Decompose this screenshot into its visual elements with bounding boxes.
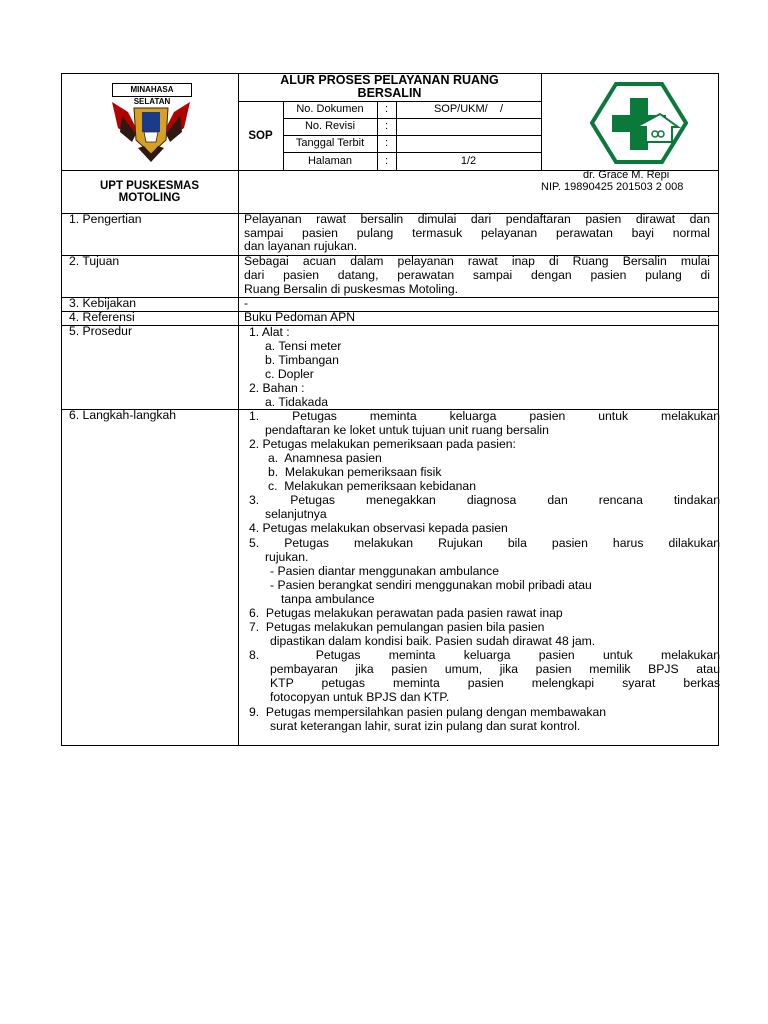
meta-label-halaman: Halaman [307, 155, 353, 167]
meta-sep: : [384, 120, 389, 132]
tujuan-text: Ruang Bersalin di puskesmas Motoling. [244, 282, 459, 296]
divider [541, 73, 542, 171]
langkah-item: tanpa ambulance [281, 592, 375, 606]
langkah-item: fotocopyan untuk BPJS dan KTP. [270, 690, 450, 704]
langkah-item: 7. Petugas melakukan pemulangan pasien bila pasien [249, 620, 545, 634]
label-pengertian: 1. Pengertian [69, 212, 142, 226]
langkah-item: 6. Petugas melakukan perawatan pada pasien rawat inap [249, 606, 563, 620]
organization-name-line2: MOTOLING [118, 192, 181, 204]
divider [61, 325, 719, 326]
langkah-item: 8. Petugas meminta keluarga pasien untuk melakukan [249, 648, 720, 662]
referensi-value: Buku Pedoman APN [244, 310, 356, 324]
tujuan-text: dari pasien datang, perawatan sampai dengan pasien pulang di [244, 268, 710, 282]
meta-label-no-revisi: No. Revisi [304, 120, 356, 132]
langkah-item: b. Melakukan pemeriksaan fisik [268, 465, 442, 479]
organization-name: UPT PUSKESMAS [99, 180, 200, 192]
langkah-item: selanjutnya [265, 507, 327, 521]
meta-sep: : [384, 137, 389, 149]
signer-nip: NIP. 19890425 201503 2 008 [541, 181, 684, 193]
prosedur-item: 1. Alat : [249, 325, 290, 339]
langkah-item: dipastikan dalam kondisi baik. Pasien sudah dirawat 48 jam. [270, 634, 596, 648]
divider [283, 135, 541, 136]
label-kebijakan: 3. Kebijakan [69, 296, 137, 310]
langkah-item: KTP petugas meminta pasien melengkapi syarat berkas [270, 676, 720, 690]
divider [61, 311, 719, 312]
langkah-item: 4. Petugas melakukan observasi kepada pasien [249, 521, 508, 535]
langkah-item: 3. Petugas menegakkan diagnosa dan rencana tindakan [249, 493, 720, 507]
puskesmas-logo [590, 82, 688, 164]
meta-sep: : [384, 103, 389, 115]
prosedur-item: a. Tidakada [265, 395, 329, 409]
langkah-item: a. Anamnesa pasien [268, 451, 382, 465]
langkah-item: surat keterangan lahir, surat izin pulang dan surat kontrol. [270, 719, 581, 733]
langkah-item: pendaftaran ke loket untuk tujuan unit ruang bersalin [265, 423, 549, 437]
langkah-item: pembayaran jika pasien umum, jika pasien memilik BPJS atau [270, 662, 720, 676]
signer-name: dr. Grace M. Repi [583, 169, 670, 181]
sop-label: SOP [248, 130, 273, 142]
label-referensi: 4. Referensi [69, 310, 135, 324]
kebijakan-value: - [244, 296, 249, 310]
meta-label-no-dokumen: No. Dokumen [296, 103, 364, 115]
minahasa-selatan-logo [108, 82, 194, 168]
pengertian-text: sampai pasien pulang termasuk pelayanan perawatan bayi normal [244, 226, 710, 240]
divider [283, 118, 541, 119]
langkah-item: 2. Petugas melakukan pemeriksaan pada pasien: [249, 437, 516, 451]
langkah-item: 9. Petugas mempersilahkan pasien pulang dengan membawakan [249, 705, 607, 719]
meta-sep: : [384, 155, 389, 167]
prosedur-item: c. Dopler [265, 367, 314, 381]
divider [61, 297, 719, 298]
langkah-item: 1. Petugas meminta keluarga pasien untuk melakukan [249, 409, 720, 423]
tujuan-text: Sebagai acuan dalam pelayanan rawat inap di Ruang Bersalin mulai [244, 254, 710, 268]
divider [283, 152, 541, 153]
pengertian-text: Pelayanan rawat bersalin dimulai dari pendaftaran pasien dirawat dan [244, 212, 710, 226]
meta-value-no-dokumen: SOP/UKM/ / [433, 103, 504, 115]
label-langkah: 6. Langkah-langkah [69, 408, 177, 422]
langkah-item: - Pasien diantar menggunakan ambulance [270, 564, 500, 578]
divider [238, 73, 239, 746]
document-title-line2: BERSALIN [357, 86, 422, 100]
meta-label-tanggal-terbit: Tanggal Terbit [295, 137, 365, 149]
prosedur-item: 2. Bahan : [249, 381, 305, 395]
prosedur-item: a. Tensi meter [265, 339, 342, 353]
pengertian-text: dan layanan rujukan. [244, 239, 358, 253]
langkah-item: 5. Petugas melakukan Rujukan bila pasien harus dilakukan [249, 536, 720, 550]
puskesmas-logo-icon [590, 82, 688, 164]
prosedur-item: b. Timbangan [265, 353, 339, 367]
label-tujuan: 2. Tujuan [69, 254, 120, 268]
langkah-item: - Pasien berangkat sendiri menggunakan mobil pribadi atau [270, 578, 592, 592]
meta-value-halaman: 1/2 [460, 155, 477, 167]
label-prosedur: 5. Prosedur [69, 324, 133, 338]
langkah-item: c. Melakukan pemeriksaan kebidanan [268, 479, 476, 493]
logo-banner-text: MINAHASA SELATAN [112, 83, 192, 97]
langkah-item: rujukan. [265, 550, 309, 564]
document-title: ALUR PROSES PELAYANAN RUANG [280, 73, 499, 87]
